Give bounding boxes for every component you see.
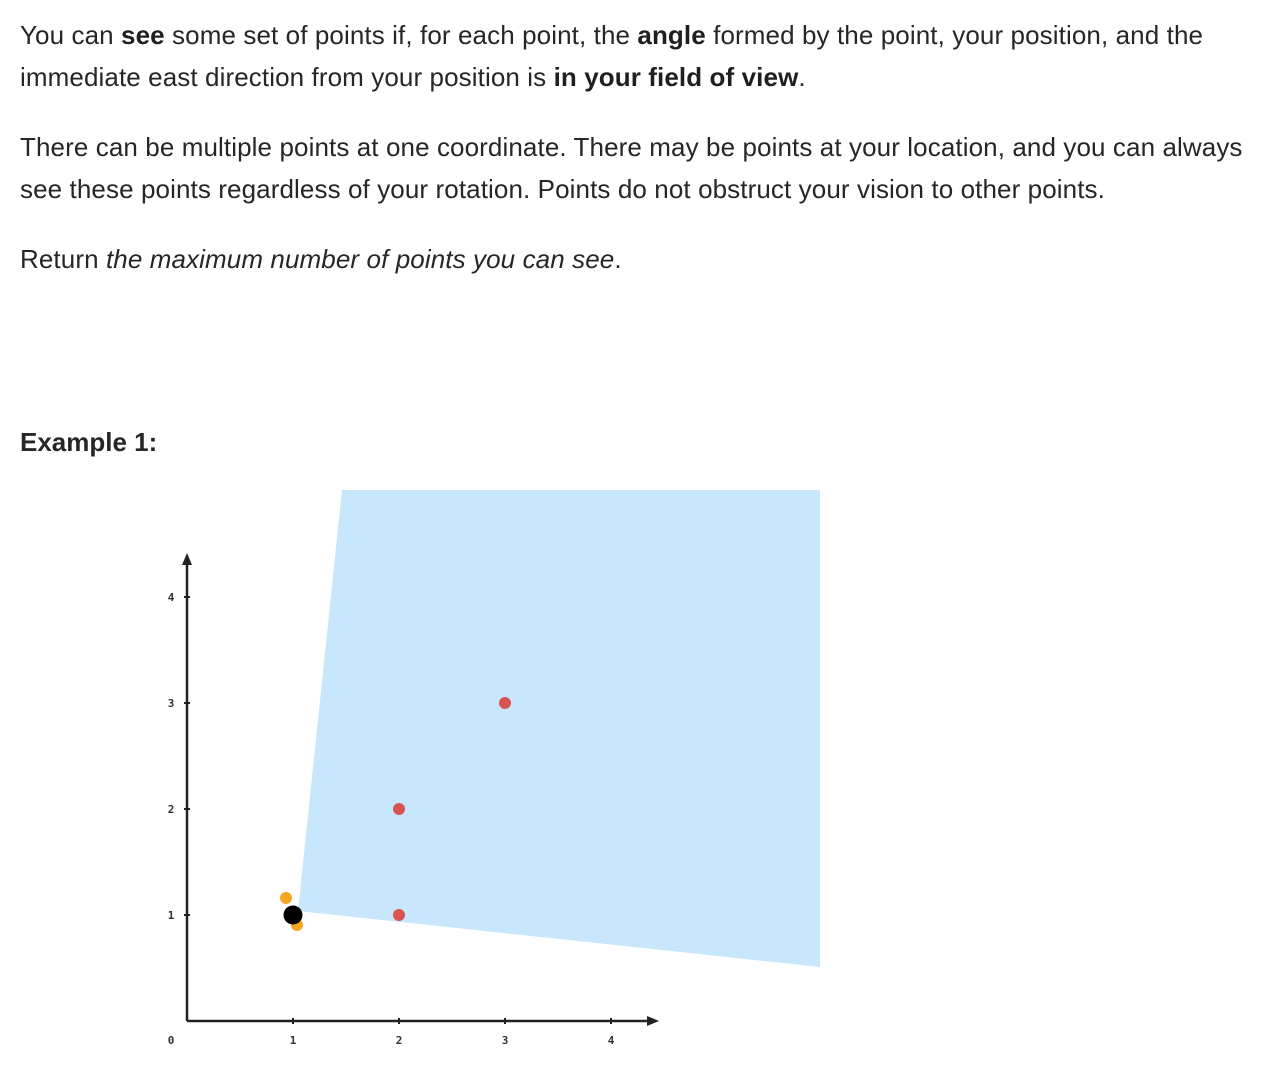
your-location-point — [284, 906, 303, 925]
x-tick-label: 2 — [395, 1034, 403, 1047]
points-layer — [393, 697, 511, 921]
y-ticks — [168, 591, 190, 922]
text-segment: see — [121, 20, 165, 50]
point-2 — [393, 803, 405, 815]
point-1 — [393, 909, 405, 921]
x-tick-label: 3 — [501, 1034, 509, 1047]
x-tick-label: 4 — [607, 1034, 615, 1047]
y-tick-label: 3 — [167, 697, 175, 710]
example-1-heading: Example 1: — [20, 427, 158, 457]
text-segment: angle — [637, 20, 706, 50]
point-3 — [499, 697, 511, 709]
x-ticks — [168, 1018, 615, 1047]
x-tick-label: 1 — [289, 1034, 297, 1047]
text-segment: There can be multiple points at one coordinate. There may be points at your location, and you can always see these points regardless of your rotation. Points do not obstruct your vision to other points. — [20, 132, 1243, 204]
text-segment: Return — [20, 244, 106, 274]
paragraph-multiple-points — [20, 126, 1250, 210]
y-tick-label: 4 — [167, 591, 175, 604]
problem-description — [20, 14, 1250, 280]
y-tick-label: 2 — [167, 803, 175, 816]
axes — [182, 553, 659, 1026]
text-segment: . — [614, 244, 622, 274]
rotation-marker-upper — [280, 892, 292, 904]
text-segment: in your field of view — [553, 62, 799, 92]
paragraph-return-statement — [20, 238, 1250, 280]
paragraph-visibility-rule — [20, 14, 1250, 98]
text-segment: formed by the point, your position, and the immediate east direction from your position is — [20, 20, 1204, 92]
text-segment: . — [798, 62, 806, 92]
x-tick-label: 0 — [167, 1034, 175, 1047]
text-segment: some set of points if, for each point, the — [164, 20, 638, 50]
y-tick-label: 1 — [167, 909, 175, 922]
y-axis-arrow — [182, 553, 192, 565]
field-of-view-region — [298, 490, 820, 967]
x-axis-arrow — [647, 1016, 659, 1026]
text-segment: You can — [20, 20, 122, 50]
text-segment: the maximum number of points you can see — [105, 244, 615, 274]
rotation-marker-lower — [291, 919, 303, 931]
rotation-markers — [280, 892, 303, 931]
